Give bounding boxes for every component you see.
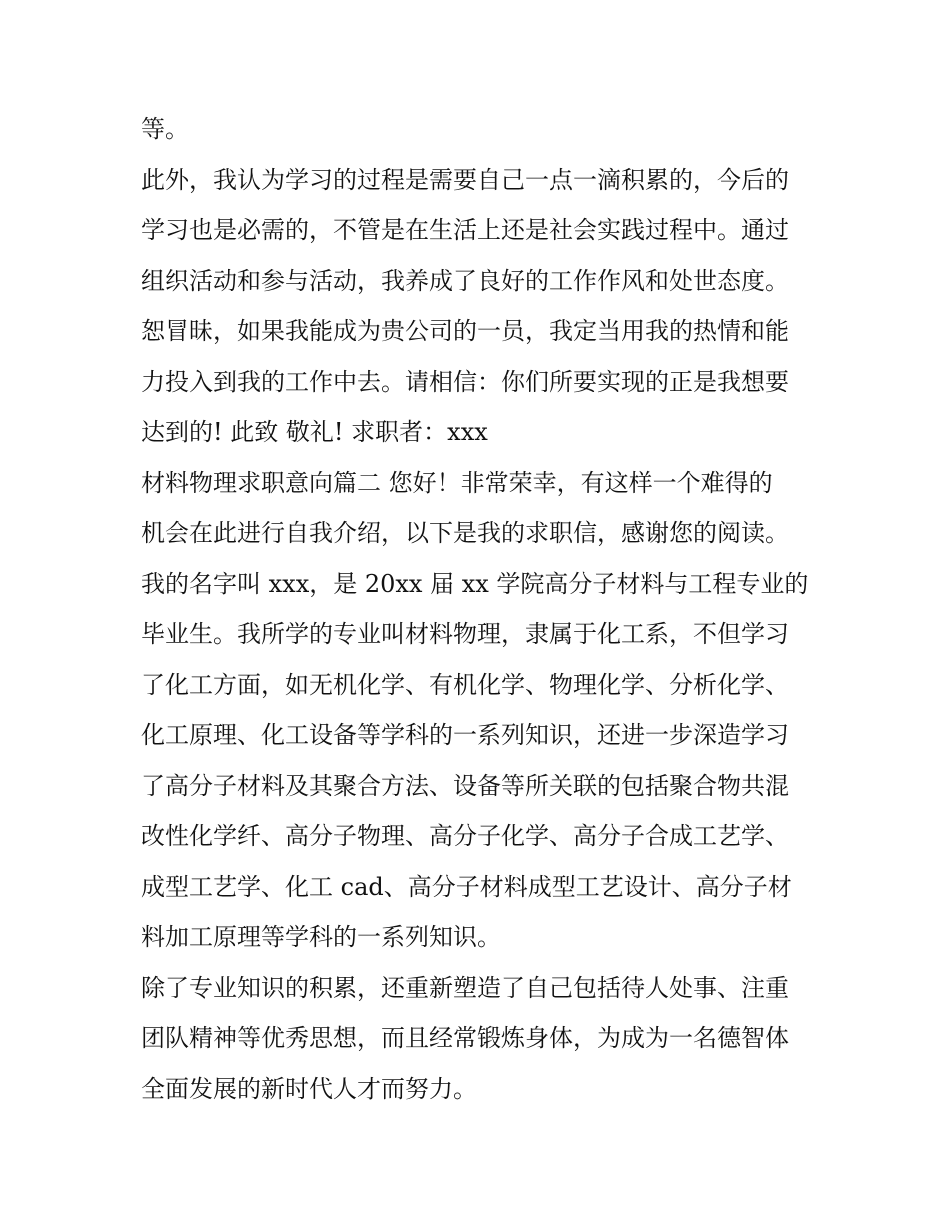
text-line: 化工原理、化工设备等学科的一系列知识，还进一步深造学习 bbox=[141, 721, 789, 749]
text-line: 我的名字叫 xxx，是 20xx 届 xx 学院高分子材料与工程专业的 bbox=[141, 569, 809, 598]
text-line: 学习也是必需的，不管是在生活上还是社会实践过程中。通过 bbox=[141, 216, 789, 244]
text-line: 全面发展的新时代人才而努力。 bbox=[141, 1074, 477, 1103]
text-line: 此外，我认为学习的过程是需要自己一点一滴积累的，今后的 bbox=[141, 165, 789, 194]
text-line: 恕冒昧，如果我能成为贵公司的一员，我定当用我的热情和能 bbox=[141, 317, 789, 345]
text-line: 材料物理求职意向篇二 您好！非常荣幸，有这样一个难得的 bbox=[141, 468, 773, 497]
text-line: 组织活动和参与活动，我养成了良好的工作作风和处世态度。 bbox=[141, 266, 789, 295]
text-line: 了化工方面，如无机化学、有机化学、物理化学、分析化学、 bbox=[141, 670, 789, 699]
text-line: 等。 bbox=[141, 115, 189, 143]
text-line: 料加工原理等学科的一系列知识。 bbox=[141, 923, 501, 951]
body-text bbox=[141, 104, 821, 1114]
text-line: 团队精神等优秀思想，而且经常锻炼身体，为成为一名德智体 bbox=[141, 1024, 789, 1052]
text-line: 力投入到我的工作中去。请相信：你们所要实现的正是我想要 bbox=[141, 367, 789, 396]
text-line: 机会在此进行自我介绍，以下是我的求职信，感谢您的阅读。 bbox=[141, 519, 789, 547]
text-line: 成型工艺学、化工 cad、高分子材料成型工艺设计、高分子材 bbox=[141, 872, 792, 901]
text-line: 改性化学纤、高分子物理、高分子化学、高分子合成工艺学、 bbox=[141, 822, 789, 850]
text-line: 毕业生。我所学的专业叫材料物理，隶属于化工系，不但学习 bbox=[141, 620, 789, 648]
text-line: 了高分子材料及其聚合方法、设备等所关联的包括聚合物共混 bbox=[141, 771, 789, 800]
text-line: 达到的! 此致 敬礼! 求职者：xxx bbox=[141, 418, 488, 446]
text-line: 除了专业知识的积累，还重新塑造了自己包括待人处事、注重 bbox=[141, 973, 789, 1002]
